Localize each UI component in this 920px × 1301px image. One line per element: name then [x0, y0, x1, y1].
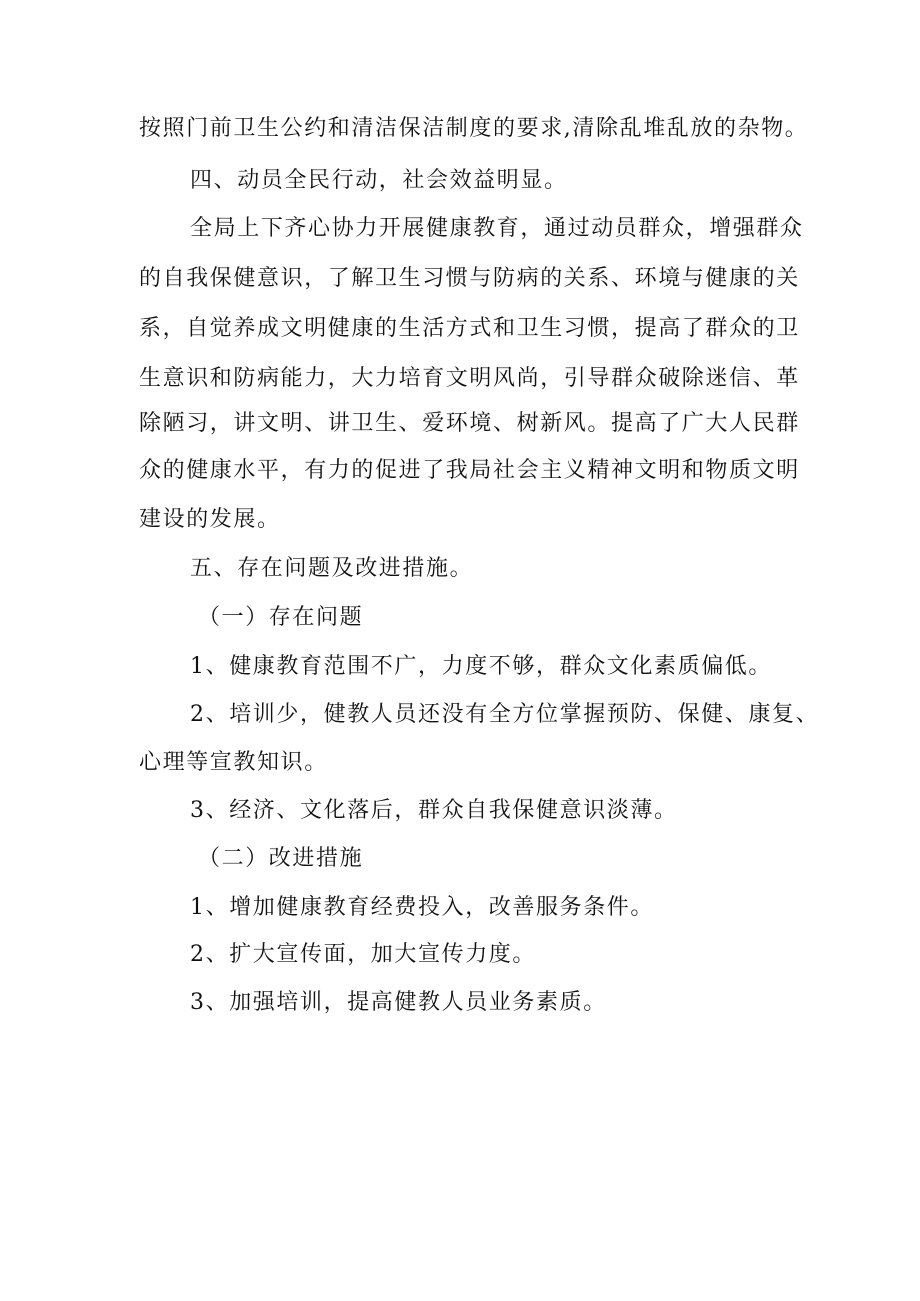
problem-item-3: 3、经济、文化落后，群众自我保健意识淡薄。 — [190, 798, 678, 823]
section-4-body-line-6: 众的健康水平，有力的促进了我局社会主义精神文明和物质文明 — [139, 458, 800, 483]
subsection-problems-heading: （一）存在问题 — [198, 605, 364, 630]
paragraph-sanitation-line-1: 按照门前卫生公约和清洁保洁制度的要求,清除乱堆乱放的杂物。 — [139, 116, 809, 141]
subsection-measures-heading: （二）改进措施 — [198, 846, 364, 871]
section-4-body-line-7: 建设的发展。 — [139, 507, 281, 532]
problem-item-1: 1、健康教育范围不广，力度不够，群众文化素质偏低。 — [190, 654, 772, 679]
section-4-body-line-1: 全局上下齐心协力开展健康教育，通过动员群众，增强群众 — [190, 216, 804, 241]
section-4-heading: 四、动员全民行动，社会效益明显。 — [190, 168, 568, 193]
section-4-body-line-5: 除陋习，讲文明、讲卫生、爱环境、树新风。提高了广大人民群 — [139, 411, 800, 436]
section-4-body-line-2: 的自我保健意识，了解卫生习惯与防病的关系、环境与健康的关 — [139, 266, 800, 291]
section-4-body-line-4: 生意识和防病能力，大力培育文明风尚，引导群众破除迷信、革 — [139, 366, 800, 391]
problem-item-2-line-2: 心理等宣教知识。 — [139, 750, 328, 775]
problem-item-2-line-1: 2、培训少，健教人员还没有全方位掌握预防、保健、康复、 — [190, 702, 820, 727]
section-5-heading: 五、存在问题及改进措施。 — [190, 556, 474, 581]
measure-item-3: 3、加强培训，提高健教人员业务素质。 — [190, 990, 607, 1015]
section-4-body-line-3: 系，自觉养成文明健康的生活方式和卫生习惯，提高了群众的卫 — [139, 316, 800, 341]
measure-item-1: 1、增加健康教育经费投入，改善服务条件。 — [190, 895, 654, 920]
measure-item-2: 2、扩大宣传面，加大宣传力度。 — [190, 942, 536, 967]
